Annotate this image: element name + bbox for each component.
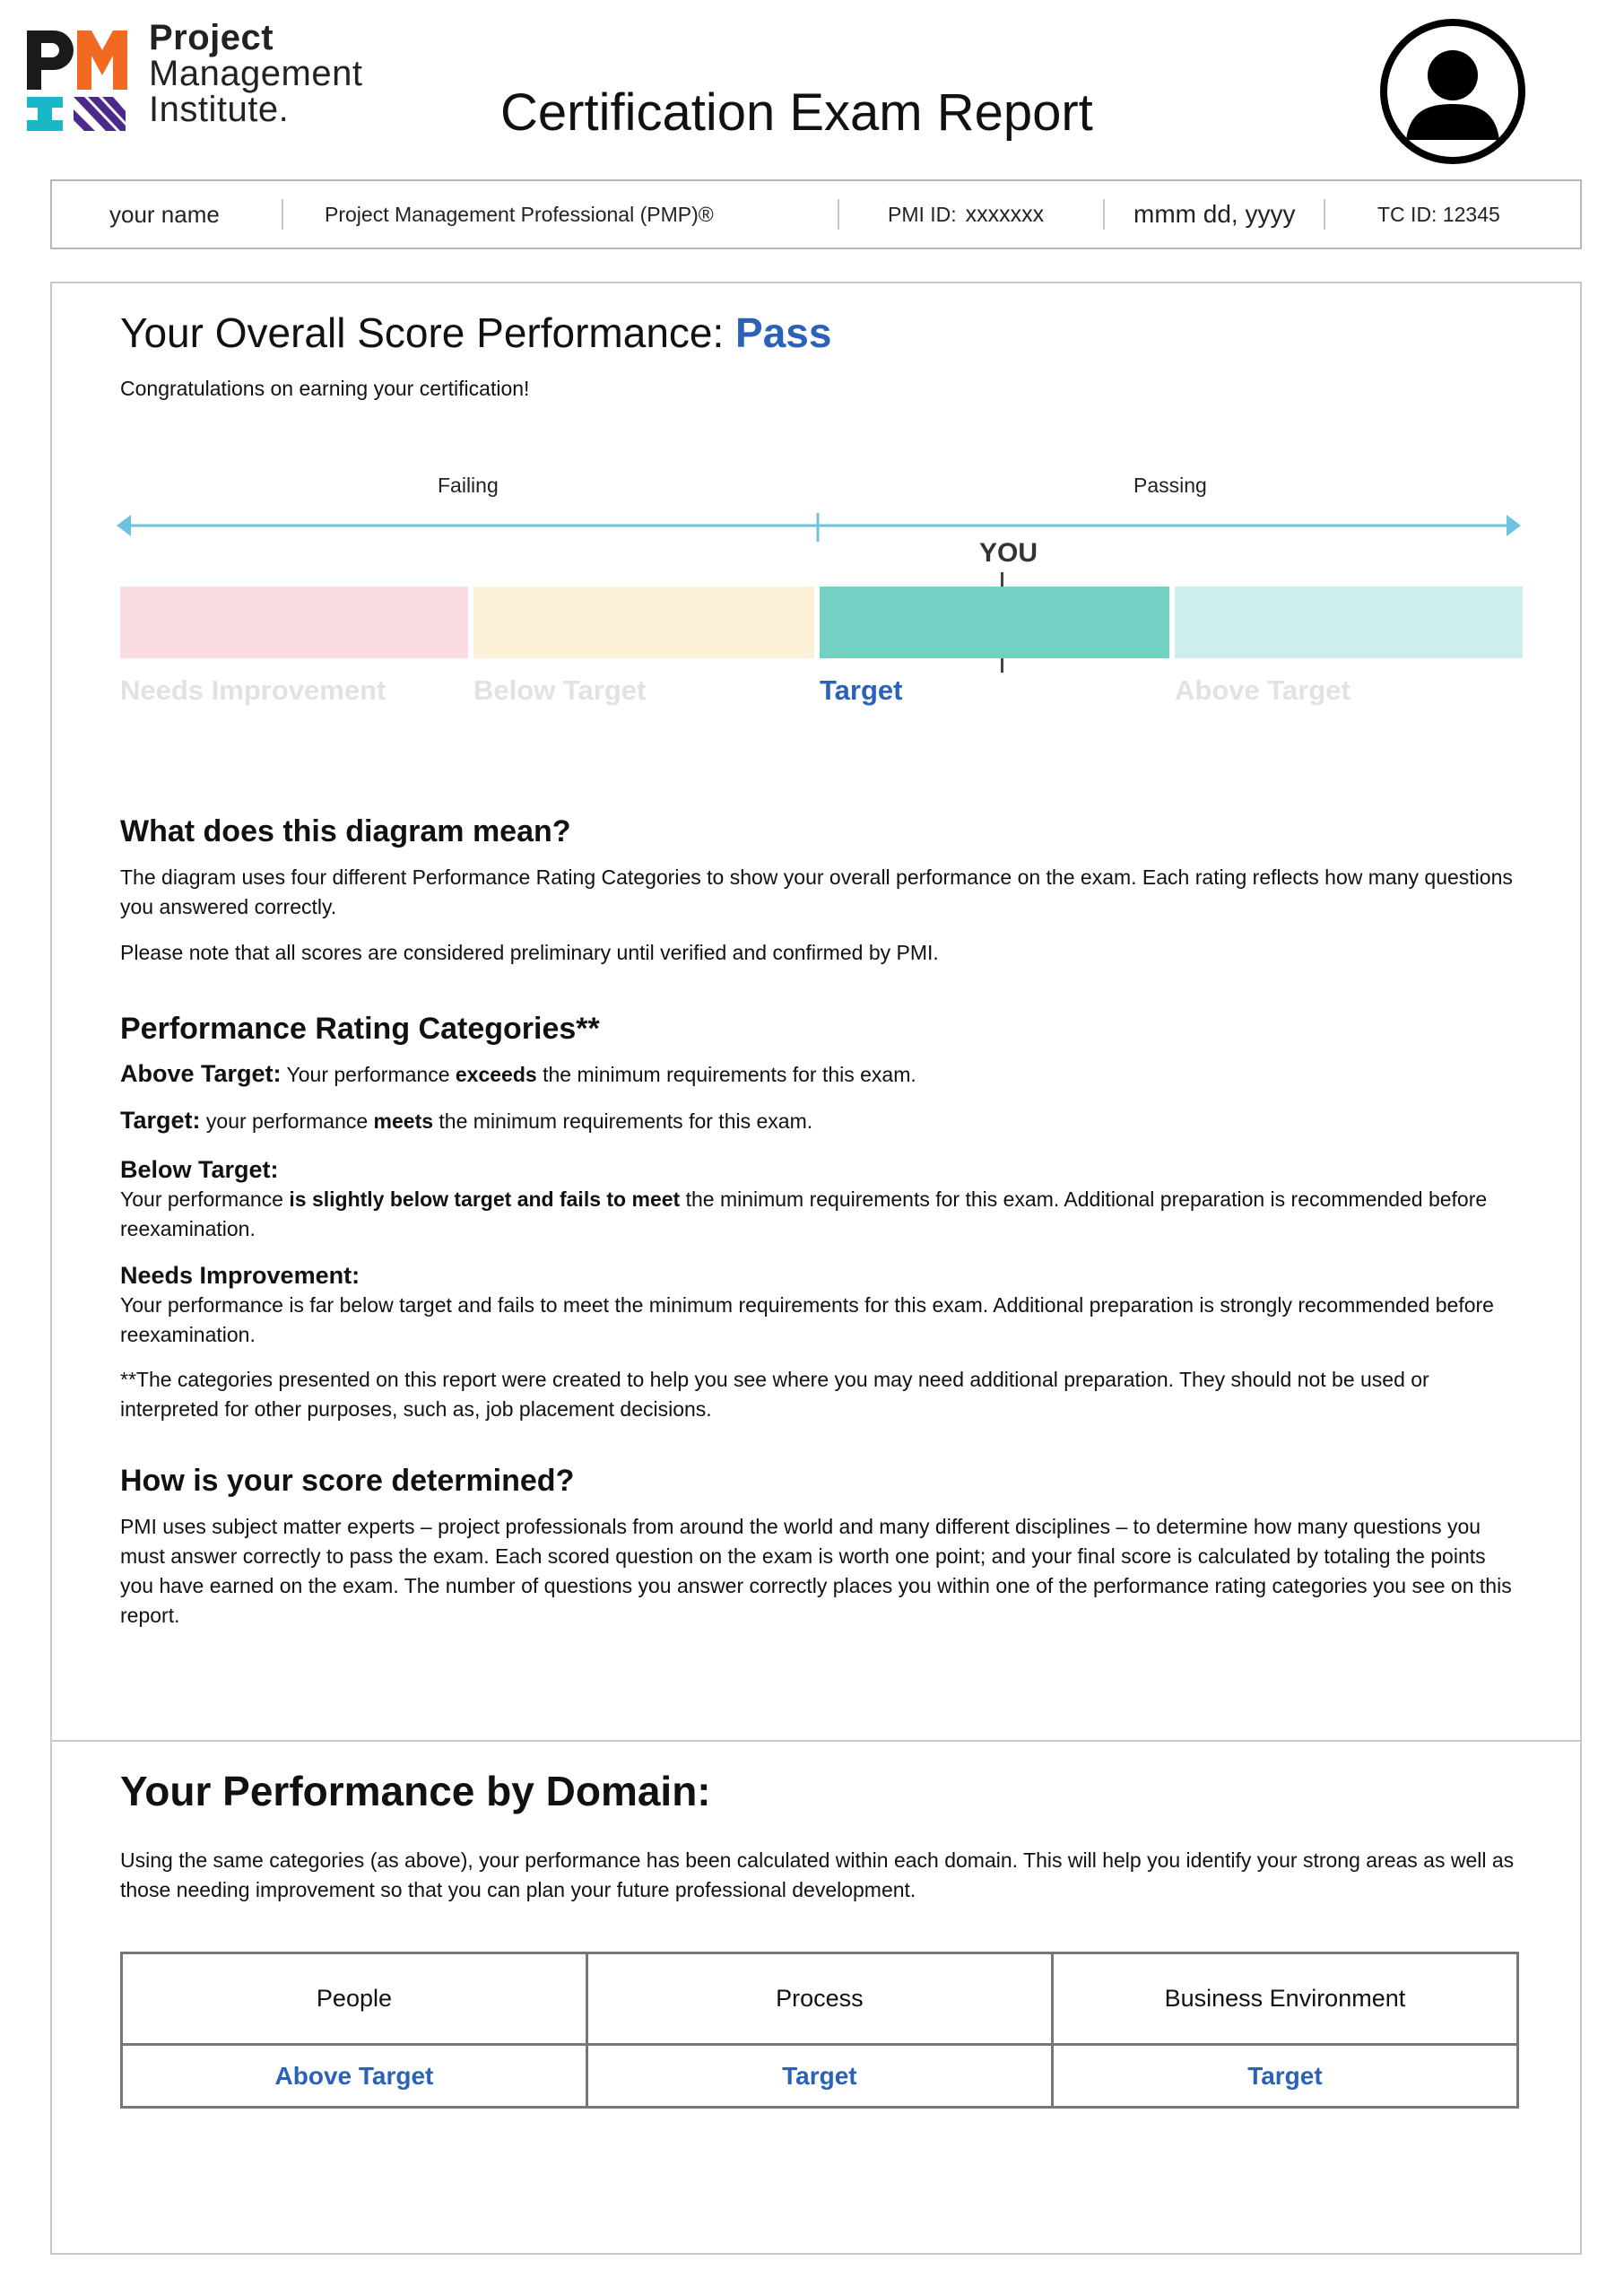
you-marker-label: YOU xyxy=(979,538,1038,568)
report-panel xyxy=(50,282,1582,2255)
arrow-right-icon xyxy=(1507,515,1521,536)
target-bar xyxy=(820,587,1169,658)
domain-performance-heading: Your Performance by Domain: xyxy=(120,1768,711,1814)
separator xyxy=(282,199,283,230)
domain-performance-table xyxy=(120,1952,1519,2109)
pmi-id-label: PMI ID: xyxy=(888,203,957,226)
domain-rating-cell: Above Target xyxy=(122,2045,587,2108)
above-target-bar xyxy=(1175,587,1523,658)
pmi-logo xyxy=(25,20,375,136)
rating-label: Above Target: xyxy=(120,1060,282,1087)
rating-bold: meets xyxy=(373,1109,434,1133)
arrow-left-icon xyxy=(117,515,131,536)
rating-label: Below Target: xyxy=(120,1156,279,1183)
domain-rating-cell: Target xyxy=(1052,2045,1517,2108)
passing-label: Passing xyxy=(1133,474,1207,497)
candidate-info-bar xyxy=(50,179,1582,249)
domain-name-cell: People xyxy=(122,1953,587,2045)
brand-line-1: Project xyxy=(149,18,274,57)
rating-body: Your performance is far below target and fails to meet the minimum requirements for this exam. Additional preparation is strongly recommended before reexamination. xyxy=(120,1293,1494,1346)
table-row xyxy=(122,2045,1518,2108)
user-avatar-icon xyxy=(1379,18,1526,165)
pmi-id-value: xxxxxxx xyxy=(965,202,1045,227)
target-definition xyxy=(120,1107,812,1135)
tc-id: TC ID: 12345 xyxy=(1377,203,1500,226)
needs-improvement-label: Needs Improvement xyxy=(120,674,386,706)
rating-label: Needs Improvement: xyxy=(120,1262,360,1289)
exam-name: Project Management Professional (PMP)® xyxy=(325,203,714,226)
separator xyxy=(1324,199,1325,230)
section-divider xyxy=(52,1740,1580,1742)
below-target-label: Below Target xyxy=(473,674,647,706)
you-marker-tick xyxy=(1001,658,1003,673)
overall-score-heading xyxy=(120,309,831,357)
below-target-bar xyxy=(473,587,814,658)
brand-line-2: Management xyxy=(149,54,363,93)
domain-name-cell: Business Environment xyxy=(1052,1953,1517,2045)
rating-categories-heading: Performance Rating Categories** xyxy=(120,1012,600,1046)
needs-improvement-bar xyxy=(120,587,468,658)
rating-label: Target: xyxy=(120,1107,201,1134)
pmi-id xyxy=(888,181,1044,248)
domain-rating-cell: Target xyxy=(586,2045,1052,2108)
table-header-row xyxy=(122,1953,1518,2045)
rating-body xyxy=(120,1185,1519,1244)
overall-result: Pass xyxy=(735,309,832,356)
needs-improvement-definition xyxy=(120,1261,1519,1350)
rating-bold: exceeds xyxy=(455,1063,537,1086)
score-determination-heading: How is your score determined? xyxy=(120,1464,575,1498)
domain-performance-text: Using the same categories (as above), your performance has been calculated within each domain. This will help you identify your strong areas as well as those needing improvement so that you can plan your future professional development. xyxy=(120,1848,1515,1901)
congratulations-text: Congratulations on earning your certification! xyxy=(120,377,530,400)
above-target-definition xyxy=(120,1060,916,1088)
overall-heading-text: Your Overall Score Performance: xyxy=(120,309,736,356)
pmi-wordmark xyxy=(149,20,362,127)
separator xyxy=(838,199,839,230)
candidate-name: your name xyxy=(109,201,220,228)
diagram-meaning-text: The diagram uses four different Performance Rating Categories to show your overall performance on the exam. Each rating reflects how many questions you answered correctly. xyxy=(120,865,1513,918)
domain-name-cell: Process xyxy=(586,1953,1052,2045)
report-title: Certification Exam Report xyxy=(500,83,1093,142)
pmi-logo-mark-icon xyxy=(25,27,151,135)
preliminary-note: Please note that all scores are considered preliminary until verified and confirmed by PMI. xyxy=(120,941,939,964)
above-target-label: Above Target xyxy=(1175,674,1350,706)
below-target-definition xyxy=(120,1155,1519,1244)
diagram-meaning-heading: What does this diagram mean? xyxy=(120,814,571,848)
score-determination-text: PMI uses subject matter experts – project professionals from around the world and many different disciplines – to determine how many questions you must answer correctly to pass the exam. Each scored question on the exam is worth one point; and your final score is calculated by totaling the points you have earned on the exam. The number of questions you answer correctly places you within one of the performance rating categories you see on this report. xyxy=(120,1515,1512,1627)
you-marker-tick xyxy=(1001,572,1003,587)
brand-line-3: Institute. xyxy=(149,90,290,129)
rating-text: Your performance xyxy=(120,1187,290,1211)
rating-text: the minimum requirements for this exam. xyxy=(433,1109,813,1133)
exam-date: mmm dd, yyyy xyxy=(1133,200,1296,228)
categories-footnote: **The categories presented on this report were created to help you see where you may need additional preparation. They should not be used or interpreted for other purposes, such as, job placement decisions. xyxy=(120,1368,1429,1421)
rating-text: your performance xyxy=(200,1109,374,1133)
target-label: Target xyxy=(820,674,903,706)
rating-bold: is slightly below target and fails to meet xyxy=(289,1187,681,1211)
rating-text: the minimum requirements for this exam. Additional preparation is recommended before reexamination. xyxy=(120,1187,1488,1240)
rating-text: Your performance xyxy=(281,1063,456,1086)
failing-label: Failing xyxy=(438,474,499,497)
rating-text: the minimum requirements for this exam. xyxy=(536,1063,916,1086)
separator xyxy=(1103,199,1105,230)
